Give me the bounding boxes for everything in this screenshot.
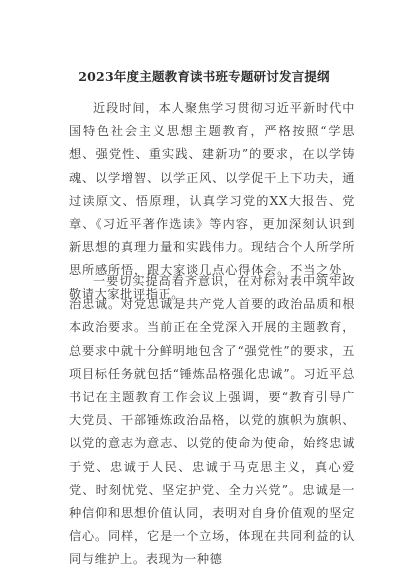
paragraph-point-one: 一要切实提高看齐意识，在对标对表中筑牢政治忠诚。对党忠诚是共产党人首要的政治品质和根本政治要求。当前正在全党深入开展的主题教育，总要求中就十分鲜明地包含了“强党性”的要求，五项目标任务就包括“锤炼品格强化忠诚”。习近平总书记在主题教育工作会议上强调，要“教育引导广大党员、干部锤炼政治品格，以党的旗帜为旗帜、以党的意志为意志、以党的使命为使命，始终忠诚于党、忠诚于人民、忠诚于马克思主义，真心爱党、时刻忧党、坚定护党、全力兴党”。忠诚是一种信仰和思想价值认同，表明对自身价值观的坚定信心。同样，它是一个立场，体现在共同利益的认同与维护上。表现为一种德	[69, 274, 355, 567]
paragraph-intro: 近段时间，本人聚焦学习贯彻习近平新时代中国特色社会主义思想主题教育，严格按照“学思想、强党性、重实践、建新功”的要求，在以学铸魂、以学增智、以学正风、以学促干上下功夫，通过读原文、悟原理，认真学习党的XX大报告、党章、《习近平著作选读》等内容，更加深刻认识到新思想的真理力量和实践伟力。现结合个人所学所思所感所悟，跟大家谈几点心得体会。不当之处，敬请大家批评指正。	[69, 101, 355, 301]
document-title: 2023年度主题教育读书班专题研讨发言提纲	[78, 69, 330, 84]
